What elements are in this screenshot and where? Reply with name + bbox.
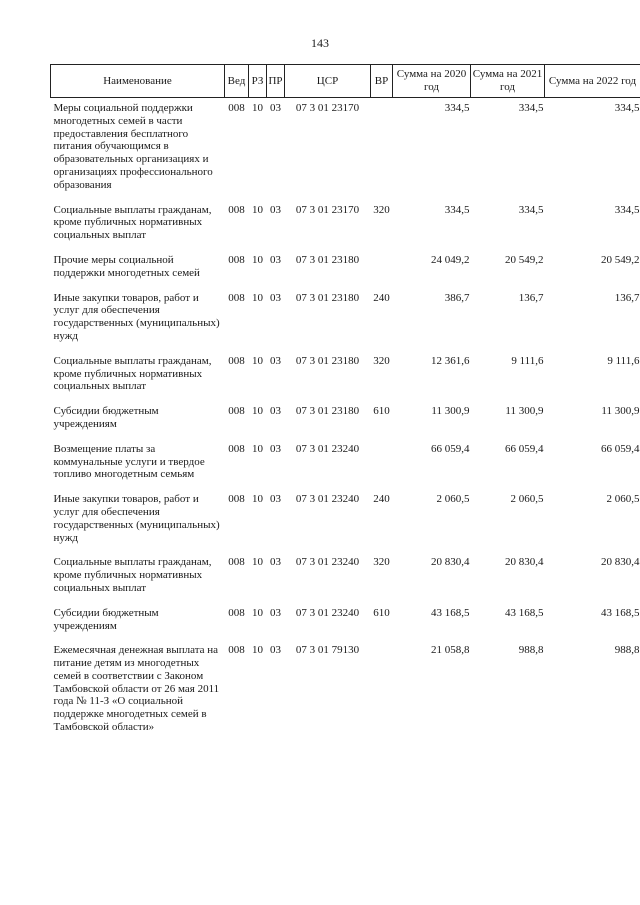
row-sum-2020: 20 830,4: [431, 556, 470, 569]
row-rz: 10: [252, 556, 263, 569]
row-pr: 03: [270, 102, 281, 114]
row-name: Субсидии бюджетным учреждениям: [53, 606, 159, 632]
row-sum-2021: 334,5: [518, 203, 544, 216]
row-sum-2021: 66 059,4: [505, 442, 544, 455]
row-pr: 03: [270, 644, 281, 657]
row-sum-2022: 334,5: [614, 102, 640, 114]
row-rz: 10: [252, 291, 263, 304]
row-sum-2021: 11 300,9: [505, 405, 544, 418]
row-vr: [371, 640, 393, 742]
row-sum-2020: 11 300,9: [431, 405, 470, 418]
row-ved: 008: [228, 442, 245, 455]
row-pr: 03: [270, 354, 281, 367]
row-name: Социальные выплаты гражданам, кроме публичных нормативных социальных выплат: [53, 203, 212, 242]
table-row: [51, 603, 640, 641]
row-sum-2022: 66 059,4: [601, 442, 640, 455]
row-csr: 07 3 01 23240: [295, 556, 360, 569]
row-vr: 320: [373, 556, 390, 569]
row-pr: 03: [270, 556, 281, 569]
row-vr: 320: [373, 203, 390, 216]
header-name: Наименование: [51, 65, 225, 98]
row-ved: 008: [228, 102, 245, 114]
row-ved: 008: [228, 253, 245, 266]
row-rz: 10: [252, 493, 263, 506]
row-pr: 03: [270, 405, 281, 418]
row-ved: 008: [228, 291, 245, 304]
row-ved: 008: [228, 644, 245, 657]
row-rz: 10: [252, 442, 263, 455]
table-row: [51, 401, 640, 439]
row-sum-2020: 334,5: [444, 102, 470, 114]
row-sum-2022: 334,5: [614, 203, 640, 216]
page-number: 143: [311, 36, 329, 50]
row-sum-2021: 2 060,5: [510, 493, 544, 506]
row-csr: 07 3 01 23180: [295, 253, 360, 266]
row-sum-2022: 20 830,4: [601, 556, 640, 569]
row-sum-2021: 988,8: [518, 644, 544, 657]
row-vr: 240: [373, 493, 390, 506]
row-sum-2021: 43 168,5: [505, 606, 544, 619]
table-row: [51, 351, 640, 401]
row-csr: 07 3 01 23180: [295, 354, 360, 367]
row-pr: 03: [270, 291, 281, 304]
row-name: Меры социальной поддержки многодетных семей в части предоставления бесплатного питания обучающимся в образовательных организациях и организациях профессионального образования: [53, 102, 213, 191]
row-csr: 07 3 01 23180: [295, 405, 360, 418]
row-csr: 07 3 01 23170: [295, 102, 360, 114]
row-csr: 07 3 01 23240: [295, 442, 360, 455]
row-sum-2021: 20 830,4: [505, 556, 544, 569]
row-vr: 240: [373, 291, 390, 304]
row-name: Иные закупки товаров, работ и услуг для обеспечения государственных (муниципальных) нужд: [53, 493, 220, 544]
row-sum-2021: 9 111,6: [511, 354, 544, 367]
row-vr: 610: [373, 405, 390, 418]
header-pr: ПР: [267, 65, 285, 98]
row-csr: 07 3 01 23240: [295, 606, 360, 619]
row-pr: 03: [270, 253, 281, 266]
row-csr: 07 3 01 23170: [295, 203, 360, 216]
row-sum-2021: 136,7: [518, 291, 544, 304]
row-name: Прочие меры социальной поддержки многодетных семей: [53, 253, 200, 279]
header-csr: ЦСР: [285, 65, 371, 98]
row-sum-2020: 386,7: [444, 291, 470, 304]
row-sum-2021: 20 549,2: [505, 253, 544, 266]
header-sum-2022: Сумма на 2022 год: [545, 65, 640, 98]
row-sum-2020: 43 168,5: [431, 606, 470, 619]
row-sum-2020: 334,5: [444, 203, 470, 216]
table-row: [51, 489, 640, 552]
row-sum-2020: 21 058,8: [431, 644, 470, 657]
row-name: Иные закупки товаров, работ и услуг для обеспечения государственных (муниципальных) нужд: [53, 291, 220, 342]
row-name: Социальные выплаты гражданам, кроме публичных нормативных социальных выплат: [53, 556, 212, 594]
row-sum-2020: 24 049,2: [431, 253, 470, 266]
table-row: [51, 439, 640, 489]
row-vr: 320: [373, 354, 390, 367]
budget-table: [50, 64, 640, 742]
header-sum-2021: Сумма на 2021 год: [471, 65, 545, 98]
row-ved: 008: [228, 405, 245, 418]
row-name: Ежемесячная денежная выплата на питание детям из многодетных семей в соответствии с Законом Тамбовской области от 26 мая 2011 года № 11-З «О социальной поддержке многодетных семей в Тамбовской области»: [53, 644, 220, 734]
row-ved: 008: [228, 493, 245, 506]
row-vr: 610: [373, 606, 390, 619]
row-sum-2022: 9 111,6: [607, 354, 640, 367]
row-csr: 07 3 01 23180: [295, 291, 360, 304]
row-sum-2021: 334,5: [518, 102, 544, 114]
row-ved: 008: [228, 203, 245, 216]
table-row: [51, 288, 640, 351]
row-sum-2022: 136,7: [614, 291, 640, 304]
row-pr: 03: [270, 493, 281, 506]
table-row: [51, 552, 640, 602]
table-body: [51, 98, 640, 742]
header-sum-2020: Сумма на 2020 год: [393, 65, 471, 98]
row-rz: 10: [252, 405, 263, 418]
header-ved: Вед: [225, 65, 249, 98]
row-pr: 03: [270, 203, 281, 216]
table-header: [51, 65, 640, 98]
row-rz: 10: [252, 606, 263, 619]
header-vr: ВР: [371, 65, 393, 98]
row-sum-2020: 12 361,6: [431, 354, 470, 367]
row-name: Субсидии бюджетным учреждениям: [53, 405, 159, 430]
row-ved: 008: [228, 354, 245, 367]
row-name: Социальные выплаты гражданам, кроме публичных нормативных социальных выплат: [53, 354, 212, 393]
table-row: [51, 640, 640, 742]
row-sum-2022: 20 549,2: [601, 253, 640, 266]
row-rz: 10: [252, 354, 263, 367]
row-sum-2022: 988,8: [614, 644, 640, 657]
row-sum-2022: 11 300,9: [601, 405, 640, 418]
table-row: [51, 250, 640, 288]
row-csr: 07 3 01 79130: [295, 644, 360, 657]
row-sum-2022: 2 060,5: [606, 493, 640, 506]
row-pr: 03: [270, 442, 281, 455]
row-rz: 10: [252, 644, 263, 657]
row-ved: 008: [228, 556, 245, 569]
row-sum-2022: 43 168,5: [601, 606, 640, 619]
row-rz: 10: [252, 102, 263, 114]
table-row: [51, 200, 640, 250]
row-sum-2020: 66 059,4: [431, 442, 470, 455]
row-pr: 03: [270, 606, 281, 619]
row-rz: 10: [252, 203, 263, 216]
table-row: [51, 98, 640, 200]
header-rz: РЗ: [249, 65, 267, 98]
row-vr: [371, 439, 393, 489]
row-name: Возмещение платы за коммунальные услуги и твердое топливо многодетным семьям: [53, 442, 205, 481]
row-ved: 008: [228, 606, 245, 619]
row-vr: [371, 250, 393, 288]
row-vr: [371, 98, 393, 200]
row-rz: 10: [252, 253, 263, 266]
row-sum-2020: 2 060,5: [436, 493, 470, 506]
row-csr: 07 3 01 23240: [295, 493, 360, 506]
